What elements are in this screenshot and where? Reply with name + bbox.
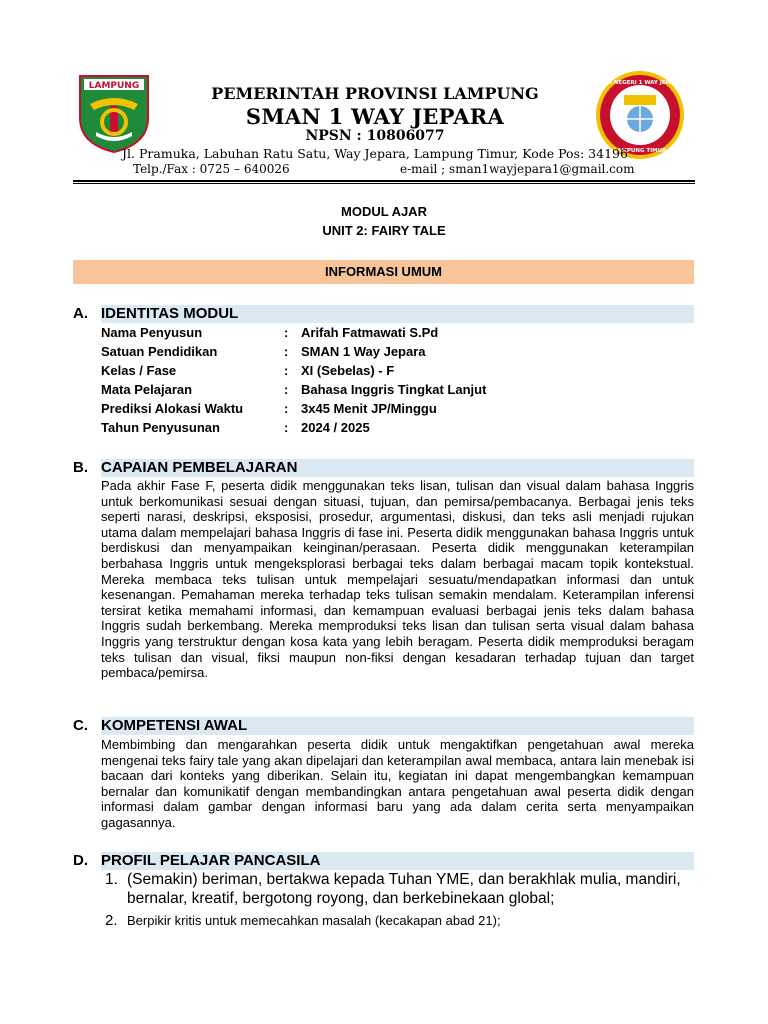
identity-value: 2024 / 2025 [301, 420, 370, 435]
logo-left-text: LAMPUNG [88, 81, 140, 91]
identity-label: Tahun Penyusunan [101, 420, 220, 435]
identity-row [101, 344, 661, 363]
identity-label: Prediksi Alokasi Waktu [101, 401, 244, 416]
section-a-letter: A. [73, 305, 88, 322]
identity-colon: : [284, 382, 289, 397]
identity-colon: : [284, 401, 289, 416]
identity-value: 3x45 Menit JP/Minggu [301, 401, 437, 416]
general-information-bar: INFORMASI UMUM [73, 260, 694, 284]
school-name: SMAN 1 WAY JEPARA [245, 104, 505, 129]
section-b-title: CAPAIAN PEMBELAJARAN [101, 459, 298, 476]
list-item [101, 870, 694, 908]
logo-right-text: SMA NEGERI 1 WAY JEPARA [598, 80, 682, 86]
section-c-letter: C. [73, 717, 88, 734]
section-b-header [73, 459, 694, 477]
identity-row [101, 420, 661, 439]
identity-colon: : [284, 420, 289, 435]
learning-outcomes-paragraph: Pada akhir Fase F, peserta didik menggunakan teks lisan, tulisan dan visual dalam bahasa Inggris untuk berkomunikasi sesuai dengan situasi, tujuan, dan pemirsa/pembacanya. Berbagai jenis teks seperti narasi, deskripsi, eksposisi, prosedur, argumentasi, diskusi, dan teks asli menjadi rujukan utama dalam mempelajari bahasa Inggris di fase ini. Peserta didik menggunakan bahasa Inggris untuk berdiskusi dan menyampaikan keinginan/perasaan. Peserta didik menggunakan keterampilan berbahasa Inggris untuk mengeksplorasi berbagai teks dalam berbagai macam topik kontekstual. Mereka membaca teks tulisan untuk mempelajari sesuatu/mendapatkan informasi dan untuk kesenangan. Pemahaman mereka terhadap teks tulisan semakin mendalam. Keterampilan inferensi tersirat ketika memahami informasi, dan kemampuan evaluasi berbagai jenis teks dalam bahasa Inggris sudah berkembang. Mereka memproduksi teks lisan dan tulisan serta visual dalam bahasa Inggris yang terstruktur dengan kosa kata yang lebih beragam. Peserta didik memproduksi beragam teks tulisan dan visual, fiksi maupun non-fiksi dengan kesadaran terhadap tujuan dan target pembaca/pemirsa. [101, 478, 694, 681]
section-d-header [73, 852, 694, 870]
npsn: NPSN : 10806077 [305, 128, 445, 144]
list-item-number: 2. [105, 912, 118, 929]
identity-value: Arifah Fatmawati S.Pd [301, 325, 439, 340]
section-a-title: IDENTITAS MODUL [101, 305, 239, 322]
list-item-text: (Semakin) beriman, bertakwa kepada Tuhan YME, dan berakhlak mulia, mandiri, bernalar, kreatif, bergotong royong, dan berkebinekaan global; [127, 871, 681, 907]
section-c-title: KOMPETENSI AWAL [101, 717, 248, 734]
list-item [101, 913, 694, 929]
identity-row [101, 382, 661, 401]
logo-right-bottom-text: LAMPUNG TIMUR [613, 148, 667, 154]
identity-table [101, 325, 661, 439]
initial-competence-paragraph: Membimbing dan mengarahkan peserta didik untuk mengaktifkan pengetahuan awal mereka mengenai teks fairy tale yang akan dipelajari dan keterampilan awal membaca, antara lain menebak isi bacaan dari konteks yang diberikan. Selain itu, kegiatan ini dapat mengembangkan kemampuan bernalar dan komunikatif dengan membandingkan antara pengetahuan awal peserta didik dengan informasi dalam gambar dengan informasi baru yang ada dalam cerita serta menyampaikan gagasannya. [101, 737, 694, 830]
list-item-number: 1. [105, 871, 118, 888]
identity-value: SMAN 1 Way Jepara [301, 344, 426, 359]
section-d-letter: D. [73, 852, 88, 869]
government-name: PEMERINTAH PROVINSI LAMPUNG [211, 84, 539, 103]
unit-title: UNIT 2: FAIRY TALE [322, 223, 446, 238]
identity-label: Kelas / Fase [101, 363, 177, 378]
identity-label: Nama Penyusun [101, 325, 203, 340]
identity-value: XI (Sebelas) - F [301, 363, 395, 378]
section-d-title: PROFIL PELAJAR PANCASILA [101, 852, 321, 869]
section-b-letter: B. [73, 459, 88, 476]
list-item-text: Berpikir kritis untuk memecahkan masalah (kecakapan abad 21); [127, 913, 501, 928]
telephone-fax: Telp./Fax : 0725 – 640026 [133, 162, 290, 176]
pancasila-profile-list [101, 870, 694, 929]
identity-label: Satuan Pendidikan [101, 344, 218, 359]
letterhead-divider-thick [73, 180, 695, 182]
email-address: e-mail ; sman1wayjepara1@gmail.com [400, 162, 635, 176]
section-c-header [73, 717, 694, 735]
letterhead-divider-thin [73, 183, 695, 184]
module-title: MODUL AJAR [341, 204, 427, 219]
identity-label: Mata Pelajaran [101, 382, 193, 397]
identity-value: Bahasa Inggris Tingkat Lanjut [301, 382, 487, 397]
section-a-header [73, 305, 694, 323]
identity-row [101, 325, 661, 344]
identity-row [101, 401, 661, 420]
identity-colon: : [284, 344, 289, 359]
identity-colon: : [284, 363, 289, 378]
identity-row [101, 363, 661, 382]
school-address: Jl. Pramuka, Labuhan Ratu Satu, Way Jepara, Lampung Timur, Kode Pos: 34196 [122, 146, 628, 161]
identity-colon: : [284, 325, 289, 340]
